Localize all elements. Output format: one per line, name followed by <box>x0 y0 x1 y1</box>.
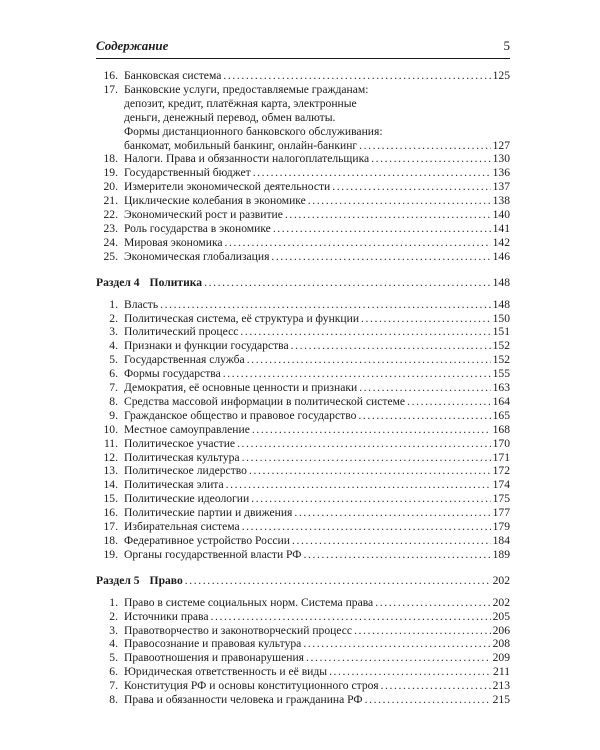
entry-page: 140 <box>492 208 510 222</box>
entry-title: Политическая элита <box>124 478 224 492</box>
entry-page: 206 <box>492 623 510 637</box>
dot-leader <box>273 222 491 236</box>
toc-entry <box>96 298 510 312</box>
entry-title: Органы государственной власти РФ <box>124 547 302 561</box>
entry-number: 6. <box>109 367 118 381</box>
entry-page: 170 <box>492 436 510 450</box>
entry-title: Федеративное устройство России <box>124 534 290 547</box>
entry-page: 125 <box>492 69 510 82</box>
toc-block-economy <box>96 69 510 264</box>
entry-number: 12. <box>103 450 118 464</box>
entry-page: 209 <box>492 651 510 665</box>
entry-title: Экономическая глобализация <box>124 249 270 263</box>
entry-title: Формы государства <box>124 367 221 381</box>
entry-number: 8. <box>109 394 118 408</box>
entry-page: 165 <box>492 408 510 422</box>
entry-number: 2. <box>109 311 118 325</box>
toc-entry <box>96 353 510 367</box>
entry-number: 3. <box>109 623 118 637</box>
entry-title: Политические идеологии <box>124 492 250 506</box>
dot-leader <box>285 208 491 222</box>
toc-entry <box>96 624 510 638</box>
dot-leader <box>252 423 491 437</box>
dot-leader <box>253 166 491 180</box>
entry-title: Местное самоуправление <box>124 422 250 436</box>
dot-leader <box>361 312 491 326</box>
entry-page: 171 <box>492 450 510 464</box>
dot-leader <box>303 548 490 562</box>
dot-leader <box>407 395 491 409</box>
entry-title: Политическое лидерство <box>124 464 247 478</box>
dot-leader <box>240 325 490 339</box>
entry-number: 23. <box>103 221 118 235</box>
toc-entry <box>96 423 510 437</box>
entry-page: 202 <box>492 595 510 609</box>
entry-page: 164 <box>492 394 510 408</box>
entry-page: 163 <box>492 381 510 395</box>
entry-title: Политическая система, её структура и функции <box>124 311 360 325</box>
entry-number: 1. <box>109 595 118 609</box>
entry-title: Средства массовой информации в политической системе <box>124 394 406 408</box>
entry-page: 208 <box>492 637 510 651</box>
toc-entry <box>96 437 510 451</box>
running-header <box>96 38 510 59</box>
dot-leader <box>242 451 491 465</box>
toc-entry <box>96 464 510 478</box>
toc-entry <box>96 395 510 409</box>
entry-page: 152 <box>492 353 510 367</box>
entry-number: 7. <box>109 381 118 395</box>
toc-entry <box>96 520 510 534</box>
entry-title: Политические партии и движения <box>124 506 293 520</box>
toc-entry <box>96 665 510 679</box>
dot-leader <box>237 437 491 451</box>
entry-page: 175 <box>492 492 510 506</box>
dot-leader <box>381 679 491 693</box>
entry-title: Политический процесс <box>124 325 239 339</box>
dot-leader <box>204 276 491 290</box>
entry-page: 215 <box>492 693 510 707</box>
dot-leader <box>211 610 491 624</box>
entry-number: 13. <box>103 464 118 478</box>
toc-entry <box>96 478 510 492</box>
entry-page: 127 <box>492 138 510 152</box>
entry-page: 136 <box>492 166 510 180</box>
entry-number: 1. <box>109 297 118 311</box>
entry-number: 10. <box>103 422 118 436</box>
entry-page: 141 <box>492 221 510 235</box>
entry-title: Государственный бюджет <box>124 166 251 180</box>
entry-number: 9. <box>109 408 118 422</box>
entry-page: 130 <box>492 152 510 166</box>
entry-number: 25. <box>103 249 118 263</box>
entry-number: 18. <box>103 152 118 166</box>
entry-number: 17. <box>103 520 118 534</box>
dot-leader <box>247 353 491 367</box>
entry-title-line: депозит, кредит, платёжная карта, электронные <box>124 96 357 110</box>
toc-entry <box>96 451 510 465</box>
entry-number: 5. <box>109 651 118 665</box>
dot-leader <box>225 236 491 250</box>
entry-number: 14. <box>103 478 118 492</box>
section-heading-politics <box>96 276 510 290</box>
entry-title: Правосознание и правовая культура <box>124 637 302 651</box>
section-page: 202 <box>492 573 510 587</box>
entry-page: 184 <box>492 534 510 547</box>
entry-title: Признаки и функции государства <box>124 339 289 353</box>
entry-page: 177 <box>492 506 510 520</box>
entry-title: Экономический рост и развитие <box>124 208 283 222</box>
entry-number: 2. <box>109 609 118 623</box>
entry-number: 3. <box>109 325 118 339</box>
entry-title: Право в системе социальных норм. Система права <box>124 595 374 609</box>
dot-leader <box>294 506 490 520</box>
entry-title: Избирательная система <box>124 520 240 534</box>
entry-page: 179 <box>492 520 510 534</box>
toc-entry <box>96 180 510 194</box>
toc-page <box>96 38 510 707</box>
entry-title-line: Формы дистанционного банковского обслуживания: <box>124 124 383 138</box>
entry-title: Гражданское общество и правовое государство <box>124 408 357 422</box>
dot-leader <box>354 624 491 638</box>
toc-entry <box>96 222 510 236</box>
running-title: Содержание <box>96 38 169 53</box>
entry-title: Измерители экономической деятельности <box>124 180 331 194</box>
entry-number: 16. <box>103 69 118 82</box>
entry-page: 151 <box>492 325 510 339</box>
entry-title: Демократия, её основные ценности и признаки <box>124 381 358 395</box>
entry-title: Политическое участие <box>124 436 236 450</box>
toc-entry <box>96 637 510 651</box>
entry-page: 155 <box>492 367 510 381</box>
dot-leader <box>371 152 490 166</box>
entry-number: 7. <box>109 679 118 693</box>
dot-leader <box>308 194 491 208</box>
entry-title: Власть <box>124 297 159 311</box>
entry-title: Банковская система <box>124 69 222 82</box>
toc-entry <box>96 69 510 83</box>
entry-page: 142 <box>492 235 510 249</box>
entry-page: 168 <box>492 422 510 436</box>
toc-entry <box>96 250 510 264</box>
entry-page: 205 <box>492 609 510 623</box>
entry-page: 174 <box>492 478 510 492</box>
toc-entry <box>96 610 510 624</box>
dot-leader <box>358 409 490 423</box>
entry-number: 11. <box>103 436 118 450</box>
entry-title-line: Банковские услуги, предоставляемые гражданам: <box>124 82 369 96</box>
entry-page: 211 <box>493 665 510 679</box>
entry-title: Государственная служба <box>124 353 245 367</box>
entry-title: Права и обязанности человека и гражданина РФ <box>124 693 363 707</box>
entry-number: 5. <box>109 353 118 367</box>
entry-page: 148 <box>492 297 510 311</box>
entry-number: 17. <box>103 82 118 96</box>
entry-page: 150 <box>492 311 510 325</box>
dot-leader <box>251 492 490 506</box>
entry-title-line: деньги, денежный перевод, обмен валюты. <box>124 110 336 124</box>
entry-number: 20. <box>103 180 118 194</box>
dot-leader <box>223 367 491 381</box>
entry-number: 18. <box>103 534 118 547</box>
entry-title: Политическая культура <box>124 450 240 464</box>
toc-block-politics <box>96 298 510 562</box>
toc-entry <box>96 506 510 520</box>
entry-title: Конституция РФ и основы конституционного строя <box>124 679 379 693</box>
entry-title-line: банкомат, мобильный банкинг, онлайн-банкинг <box>124 138 358 152</box>
entry-number: 15. <box>103 492 118 506</box>
dot-leader <box>160 298 490 312</box>
toc-entry <box>96 381 510 395</box>
entry-number: 4. <box>109 637 118 651</box>
section-title: Политика <box>149 275 203 289</box>
entry-number: 19. <box>103 547 118 561</box>
dot-leader <box>329 665 491 679</box>
entry-title: Налоги. Права и обязанности налогоплательщика <box>124 152 370 166</box>
toc-entry <box>96 693 510 707</box>
dot-leader <box>365 693 491 707</box>
entry-page: 189 <box>492 547 510 561</box>
entry-page: 138 <box>492 194 510 208</box>
dot-leader <box>291 339 491 353</box>
toc-entry <box>96 596 510 610</box>
toc-entry <box>96 409 510 423</box>
dot-leader <box>292 534 491 548</box>
entry-number: 21. <box>103 194 118 208</box>
entry-number: 8. <box>109 693 118 707</box>
entry-page: 137 <box>492 180 510 194</box>
entry-title: Источники права <box>124 609 209 623</box>
toc-entry-multiline <box>96 83 510 153</box>
section-heading-law <box>96 574 510 588</box>
toc-entry <box>96 194 510 208</box>
entry-number: 19. <box>103 166 118 180</box>
entry-title: Мировая экономика <box>124 235 223 249</box>
entry-number: 6. <box>109 665 118 679</box>
dot-leader <box>303 637 490 651</box>
section-title: Право <box>149 573 183 587</box>
toc-entry <box>96 534 510 548</box>
toc-block-law <box>96 596 510 707</box>
dot-leader <box>332 180 490 194</box>
entry-number: 16. <box>103 506 118 520</box>
dot-leader <box>223 69 490 83</box>
entry-title: Правотворчество и законотворческий процесс <box>124 623 353 637</box>
toc-entry <box>96 325 510 339</box>
toc-entry <box>96 339 510 353</box>
dot-leader <box>185 574 491 588</box>
toc-entry <box>96 548 510 562</box>
toc-entry <box>96 208 510 222</box>
dot-leader <box>375 596 490 610</box>
toc-entry <box>96 236 510 250</box>
dot-leader <box>226 478 491 492</box>
dot-leader <box>249 464 491 478</box>
table-of-contents <box>96 69 510 707</box>
entry-page: 172 <box>492 464 510 478</box>
entry-title: Юридическая ответственность и её виды <box>124 665 328 679</box>
dot-leader <box>359 381 490 395</box>
toc-entry <box>96 367 510 381</box>
entry-number: 24. <box>103 235 118 249</box>
dot-leader <box>359 139 490 153</box>
dot-leader <box>271 250 490 264</box>
toc-entry <box>96 152 510 166</box>
entry-number: 22. <box>103 208 118 222</box>
toc-entry <box>96 679 510 693</box>
toc-entry <box>96 166 510 180</box>
entry-page: 146 <box>492 249 510 263</box>
section-label: Раздел 5 <box>96 573 140 587</box>
toc-entry <box>96 312 510 326</box>
entry-number: 4. <box>109 339 118 353</box>
entry-page: 213 <box>492 679 510 693</box>
page-number: 5 <box>503 38 510 53</box>
dot-leader <box>242 520 491 534</box>
section-page: 148 <box>492 275 510 289</box>
entry-title: Циклические колебания в экономике <box>124 194 306 208</box>
dot-leader <box>306 651 491 665</box>
entry-page: 152 <box>492 339 510 353</box>
section-label: Раздел 4 <box>96 275 140 289</box>
toc-entry <box>96 651 510 665</box>
entry-title: Правоотношения и правонарушения <box>124 651 304 665</box>
toc-entry <box>96 492 510 506</box>
entry-title: Роль государства в экономике <box>124 221 271 235</box>
